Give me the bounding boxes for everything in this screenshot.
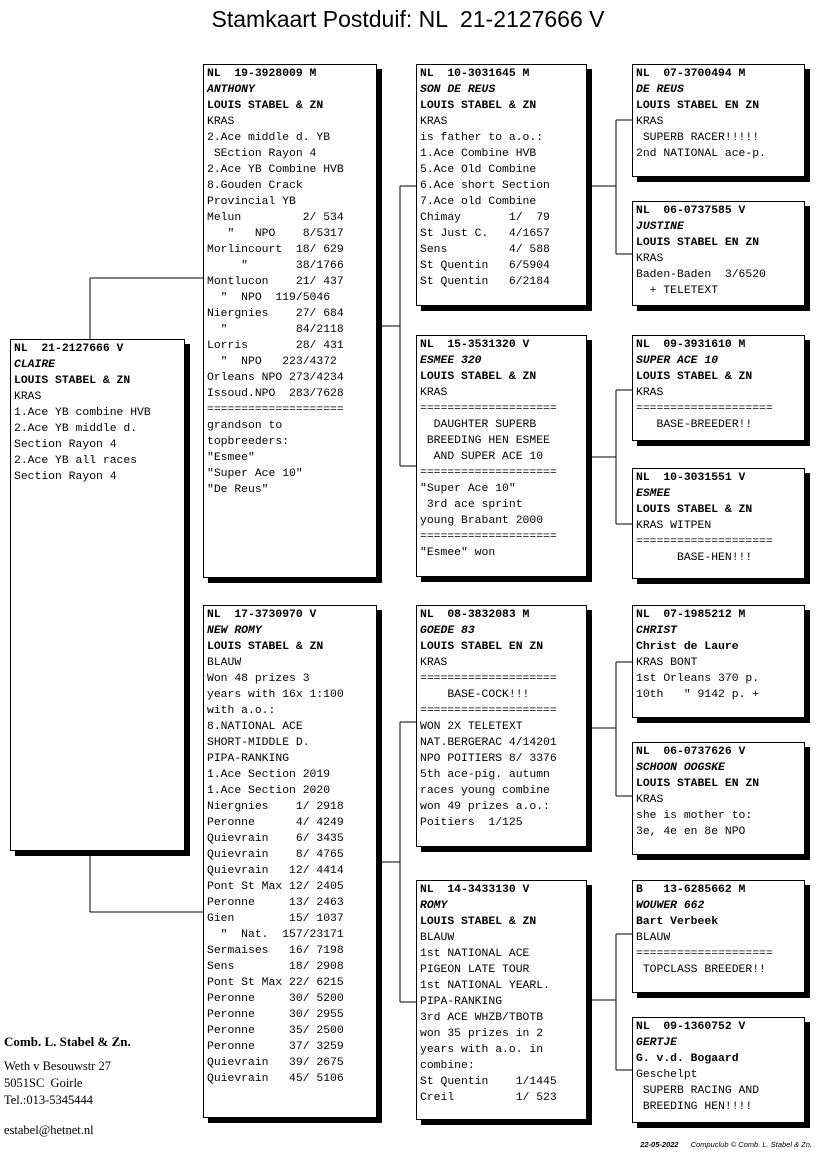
card-line: topbreeders: (207, 436, 290, 448)
card-line: 6.Ace short Section (420, 180, 550, 192)
owner-company: Comb. L. Stabel & Zn. (4, 1034, 131, 1049)
card-line: Orleans NPO 273/4234 (207, 372, 344, 384)
card-line: ==================== (420, 403, 557, 415)
card-line: KRAS (420, 657, 448, 669)
card-line: Peronne 30/ 2955 (207, 1009, 344, 1021)
card-line: BASE-HEN!!! (636, 552, 753, 564)
card-line: KRAS (636, 387, 664, 399)
card-line: TOPCLASS BREEDER!! (636, 964, 766, 976)
owner-name: LOUIS STABEL & ZN (420, 916, 537, 928)
card-line: SEction Rayon 4 (207, 148, 317, 160)
card-line: KRAS (636, 116, 664, 128)
card-line: Lorris 28/ 431 (207, 340, 344, 352)
card-line: NAT.BERGERAC 4/14201 (420, 737, 557, 749)
card-line: ==================== (420, 467, 557, 479)
owner-name: LOUIS STABEL & ZN (207, 100, 324, 112)
card-line: Creil 1/ 523 (420, 1092, 557, 1104)
card-line: Melun 2/ 534 (207, 212, 344, 224)
card-line: ==================== (207, 404, 344, 416)
card-line: Quievrain 8/ 4765 (207, 849, 344, 861)
card-line: KRAS (420, 387, 448, 399)
ring-number: NL 09-1360752 V (636, 1021, 746, 1033)
card-line: Niergnies 1/ 2918 (207, 801, 344, 813)
card-line: AND SUPER ACE 10 (420, 451, 544, 463)
ring-number: NL 06-0737626 V (636, 746, 746, 758)
owner-address: Weth v Besouwstr 27 (4, 1059, 111, 1073)
owner-name: LOUIS STABEL & ZN (420, 100, 537, 112)
owner-name: LOUIS STABEL & ZN (420, 371, 537, 383)
owner-name: LOUIS STABEL & ZN (636, 504, 753, 516)
card-line: Geschelpt (636, 1069, 698, 1081)
card-line: Morlincourt 18/ 629 (207, 244, 344, 256)
card-line: Quievrain 12/ 4414 (207, 865, 344, 877)
ring-number: NL 10-3031551 V (636, 472, 746, 484)
owner-name: Christ de Laure (636, 641, 739, 653)
card-line: Quievrain 39/ 2675 (207, 1057, 344, 1069)
pigeon-name: ROMY (420, 900, 448, 912)
owner-email: estabel@hetnet.nl (4, 1123, 94, 1137)
card-line: years with 16x 1:100 (207, 689, 344, 701)
card-line: ==================== (420, 531, 557, 543)
card-line: KRAS BONT (636, 657, 698, 669)
pigeon-name: CHRIST (636, 625, 678, 637)
card-line: Sermaises 16/ 7198 (207, 945, 344, 957)
owner-name: LOUIS STABEL EN ZN (636, 778, 760, 790)
card-line: Quievrain 6/ 3435 (207, 833, 344, 845)
card-line: " NPO 8/5317 (207, 228, 344, 240)
card-line: grandson to (207, 420, 283, 432)
footer (640, 1140, 812, 1149)
card-line: 8.Gouden Crack (207, 180, 303, 192)
pigeon-name: NEW ROMY (207, 625, 262, 637)
ring-number: B 13-6285662 M (636, 884, 746, 896)
card-line: "Esmee" (207, 452, 255, 464)
ring-number: NL 08-3832083 M (420, 609, 530, 621)
ring-number: NL 07-3700494 M (636, 68, 746, 80)
card-line: BASE-COCK!!! (420, 689, 530, 701)
card-line: DAUGHTER SUPERB (420, 419, 537, 431)
card-line: SUPERB RACING AND (636, 1085, 760, 1097)
card-line: PIGEON LATE TOUR (420, 964, 530, 976)
pigeon-name: SCHOON OOGSKE (636, 762, 725, 774)
card-line: "Esmee" won (420, 547, 496, 559)
card-line: 2.Ace YB all races (14, 455, 138, 467)
card-line: BREEDING HEN ESMEE (420, 435, 550, 447)
card-line: she is mother to: (636, 810, 753, 822)
card-line: Section Rayon 4 (14, 439, 117, 451)
card-line: WON 2X TELETEXT (420, 721, 523, 733)
pedigree-card-mff (632, 605, 805, 718)
card-line: 7.Ace old Combine (420, 196, 537, 208)
card-line: BLAUW (207, 657, 242, 669)
owner-name: G. v.d. Bogaard (636, 1053, 739, 1065)
card-line: 1st NATIONAL ACE (420, 948, 530, 960)
card-line: is father to a.o.: (420, 132, 544, 144)
card-line: KRAS (636, 794, 664, 806)
pedigree-card-father-father (416, 64, 587, 306)
pigeon-name: SON DE REUS (420, 84, 496, 96)
card-line: " 84/2118 (207, 324, 344, 336)
card-line: 10th " 9142 p. + (636, 689, 760, 701)
owner-name: LOUIS STABEL EN ZN (636, 237, 760, 249)
pedigree-card-fmm (632, 468, 805, 579)
card-line: 1.Ace Combine HVB (420, 148, 537, 160)
pedigree-card-mother-father (416, 605, 587, 847)
card-line: 1.Ace Section 2020 (207, 785, 331, 797)
pigeon-name: GOEDE 83 (420, 625, 475, 637)
pedigree-card-mother-mother (416, 880, 587, 1120)
card-line: 1.Ace YB combine HVB (14, 407, 151, 419)
card-line: Sens 18/ 2908 (207, 961, 344, 973)
card-line: St Quentin 6/5904 (420, 260, 550, 272)
card-line: 1.Ace Section 2019 (207, 769, 331, 781)
card-line: won 49 prizes a.o.: (420, 801, 550, 813)
pigeon-name: ESMEE 320 (420, 355, 482, 367)
pedigree-card-father-mother (416, 335, 587, 577)
card-line: 2.Ace YB middle d. (14, 423, 138, 435)
card-line: years with a.o. in (420, 1044, 544, 1056)
card-line: Pont St Max 22/ 6215 (207, 977, 344, 989)
card-line: Sens 4/ 588 (420, 244, 550, 256)
pedigree-card-mmm (632, 1017, 805, 1123)
card-line: 1st Orleans 370 p. (636, 673, 760, 685)
card-line: won 35 prizes in 2 (420, 1028, 544, 1040)
pigeon-name: DE REUS (636, 84, 684, 96)
card-line: Peronne 30/ 5200 (207, 993, 344, 1005)
card-line: Montlucon 21/ 437 (207, 276, 344, 288)
ring-number: NL 09-3931610 M (636, 339, 746, 351)
pigeon-name: WOUWER 662 (636, 900, 705, 912)
card-line: "Super Ace 10" (207, 468, 303, 480)
card-line: Niergnies 27/ 684 (207, 308, 344, 320)
card-line: KRAS (14, 391, 42, 403)
pigeon-name: SUPER ACE 10 (636, 355, 719, 367)
card-line: Section Rayon 4 (14, 471, 117, 483)
card-line: Peronne 35/ 2500 (207, 1025, 344, 1037)
ring-number: NL 17-3730970 V (207, 609, 317, 621)
card-line: Baden-Baden 3/6520 (636, 269, 766, 281)
card-line: 3rd ACE WHZB/TBOTB (420, 1012, 544, 1024)
card-line: 2.Ace YB Combine HVB (207, 164, 344, 176)
card-line: St Just C. 4/1657 (420, 228, 550, 240)
card-line: KRAS (207, 116, 235, 128)
pedigree-card-fff (632, 64, 805, 177)
card-line: Peronne 37/ 3259 (207, 1041, 344, 1053)
card-line: "De Reus" (207, 484, 269, 496)
card-line: BASE-BREEDER!! (636, 419, 753, 431)
card-line: 1st NATIONAL YEARL. (420, 980, 550, 992)
owner-name: LOUIS STABEL & ZN (636, 371, 753, 383)
owner-name: LOUIS STABEL EN ZN (636, 100, 760, 112)
card-line: Poitiers 1/125 (420, 817, 523, 829)
card-line: 8.NATIONAL ACE (207, 721, 303, 733)
card-line: with a.o.: (207, 705, 276, 717)
pigeon-name: CLAIRE (14, 359, 56, 371)
pedigree-card-father (203, 64, 377, 578)
card-line: "Super Ace 10" (420, 483, 516, 495)
owner-phone: Tel.:013-5345444 (4, 1093, 94, 1107)
card-line: KRAS (420, 116, 448, 128)
card-line: races young combine (420, 785, 550, 797)
card-line: ==================== (636, 948, 773, 960)
owner-name: LOUIS STABEL & ZN (207, 641, 324, 653)
pedigree-card-mfm (632, 742, 805, 855)
owner-name: LOUIS STABEL & ZN (14, 375, 131, 387)
ring-number: NL 19-3928009 M (207, 68, 317, 80)
card-line: ==================== (420, 705, 557, 717)
card-line: Provincial YB (207, 196, 296, 208)
card-line: + TELETEXT (636, 285, 719, 297)
card-line: BLAUW (420, 932, 455, 944)
pigeon-name: ESMEE (636, 488, 671, 500)
card-line: ==================== (636, 536, 773, 548)
pedigree-card-ffm (632, 201, 805, 306)
card-line: Issoud.NPO 283/7628 (207, 388, 344, 400)
card-line: NPO POITIERS 8/ 3376 (420, 753, 557, 765)
card-line: PIPA-RANKING (207, 753, 290, 765)
pedigree-card-mmf (632, 880, 805, 993)
card-line: 5.Ace Old Combine (420, 164, 537, 176)
pedigree-card-fmf (632, 335, 805, 441)
ring-number: NL 10-3031645 M (420, 68, 530, 80)
ring-number: NL 06-0737585 V (636, 205, 746, 217)
card-line: 5th ace-pig. autumn (420, 769, 550, 781)
card-line: BLAUW (636, 932, 671, 944)
card-line: Peronne 13/ 2463 (207, 897, 344, 909)
card-line: ==================== (420, 673, 557, 685)
pigeon-name: GERTJE (636, 1037, 678, 1049)
pedigree-card-mother (203, 605, 377, 1118)
card-line: PIPA-RANKING (420, 996, 503, 1008)
page-title: Stamkaart Postduif: NL 21-2127666 V (211, 6, 605, 32)
pigeon-name: JUSTINE (636, 221, 684, 233)
card-line: 3rd ace sprint (420, 499, 523, 511)
owner-city: 5051SC Goirle (4, 1076, 83, 1090)
card-line: Quievrain 45/ 5106 (207, 1073, 344, 1085)
card-line: 2.Ace middle d. YB (207, 132, 331, 144)
pedigree-card-subject (10, 339, 185, 851)
ring-number: NL 21-2127666 V (14, 343, 124, 355)
card-line: " Nat. 157/23171 (207, 929, 344, 941)
ring-number: NL 07-1985212 M (636, 609, 746, 621)
card-line: 3e, 4e en 8e NPO (636, 826, 746, 838)
card-line: Chimay 1/ 79 (420, 212, 550, 224)
card-line: Won 48 prizes 3 (207, 673, 310, 685)
ring-number: NL 15-3531320 V (420, 339, 530, 351)
card-line: young Brabant 2000 (420, 515, 544, 527)
card-line: combine: (420, 1060, 475, 1072)
owner-name: Bart Verbeek (636, 916, 719, 928)
pigeon-name: ANTHONY (207, 84, 255, 96)
card-line: KRAS (636, 253, 664, 265)
card-line: KRAS WITPEN (636, 520, 712, 532)
card-line: SUPERB RACER!!!!! (636, 132, 760, 144)
card-line: SHORT-MIDDLE D. (207, 737, 310, 749)
card-line: 2nd NATIONAL ace-p. (636, 148, 766, 160)
card-line: St Quentin 1/1445 (420, 1076, 557, 1088)
card-line: Pont St Max 12/ 2405 (207, 881, 344, 893)
card-line: Peronne 4/ 4249 (207, 817, 344, 829)
owner-name: LOUIS STABEL EN ZN (420, 641, 544, 653)
card-line: ==================== (636, 403, 773, 415)
card-line: " 38/1766 (207, 260, 344, 272)
owner-info (4, 1034, 131, 1138)
card-line: BREEDING HEN!!!! (636, 1101, 753, 1113)
footer-date: 22-05-2022 (640, 1140, 679, 1149)
ring-number: NL 14-3433130 V (420, 884, 530, 896)
card-line: " NPO 119/5046 (207, 292, 331, 304)
card-line: Gien 15/ 1037 (207, 913, 344, 925)
card-line: St Quentin 6/2184 (420, 276, 550, 288)
card-line: " NPO 223/4372 (207, 356, 337, 368)
footer-credit: Compuclub © Comb. L. Stabel & Zn. (690, 1140, 812, 1149)
